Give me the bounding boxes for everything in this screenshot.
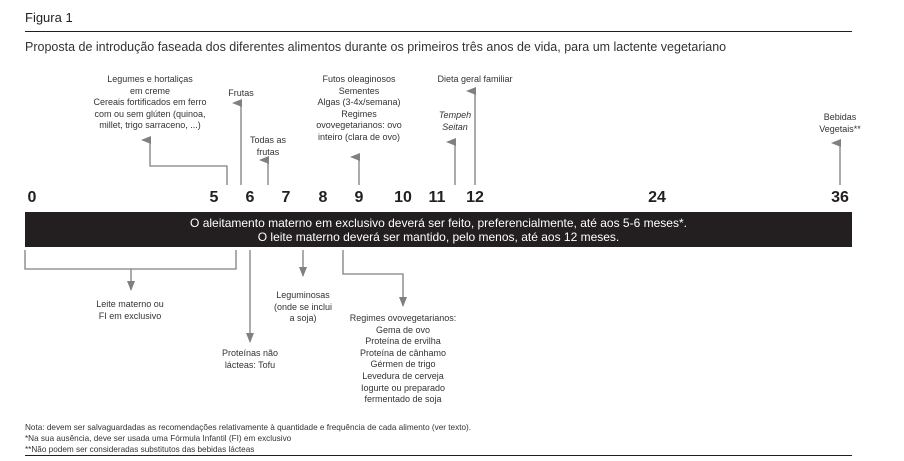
label-line: Gema de ovo (375, 324, 431, 335)
tick-36: 36 (831, 189, 849, 206)
label-line: Regimes (341, 108, 377, 119)
label-line: Proteína de ervilha (365, 336, 441, 347)
note-asterisk: *Na sua ausência, deve ser usada uma Fórmula Infantil (FI) em exclusivo (25, 434, 292, 443)
label-line: Algas (3-4x/semana) (317, 97, 401, 108)
label-line: Gérmen de trigo (370, 359, 436, 370)
label-line: lácteas: Tofu (224, 359, 276, 370)
label-line: Futos oleaginosos (322, 74, 396, 84)
label-line: Leguminosas (276, 290, 330, 300)
label-line: Proteína de cânhamo (359, 347, 447, 358)
footnotes (25, 422, 471, 455)
label-line: a soja) (289, 313, 317, 324)
label-below-m8 (263, 290, 343, 325)
label-line: ovovegetarianos: ovo (316, 120, 402, 131)
tick-12: 12 (466, 189, 484, 206)
arrow-m9-below (343, 250, 403, 306)
label-m11 (430, 110, 480, 133)
label-line: frutas (256, 146, 280, 157)
label-line: Sementes (338, 85, 380, 96)
bracket-m0-5 (25, 250, 236, 269)
label-m36 (810, 112, 870, 135)
label-line: Legumes e hortaliças (107, 74, 193, 84)
tick-8: 8 (318, 189, 328, 206)
label-line: Iogurte ou preparado (360, 382, 446, 393)
label-line: Vegetais** (819, 123, 861, 134)
bar-line-2: O leite materno deverá ser mantido, pelo menos, até aos 12 meses. (257, 230, 620, 244)
bar-line-1: O aleitamento materno em exclusivo deverá ser feito, preferencialmente, até aos 5-6 meses*. (190, 216, 687, 230)
label-line: em creme (129, 85, 170, 96)
note-double-asterisk: **Não podem ser consideradas substitutos das bebidas lácteas (25, 445, 255, 454)
label-line: Frutas (228, 88, 254, 98)
label-line: Dieta geral familiar (437, 74, 513, 84)
label-line: (onde se inclui (273, 301, 333, 312)
figure-subtitle: Proposta de introdução faseada dos diferentes alimentos durante os primeiros três anos de vida, para um lactente vegetariano (25, 40, 727, 54)
label-line: Levedura de cerveja (362, 370, 444, 381)
tick-7: 7 (281, 189, 291, 206)
label-line: millet, trigo sarraceno, ...) (99, 120, 201, 131)
note-main: Nota: devem ser salvaguardadas as recomendações relativamente à quantidade e frequência de cada alimento (ver texto). (25, 423, 472, 432)
label-line: com ou sem glúten (quinoa, (94, 108, 206, 119)
tick-9: 9 (354, 189, 364, 206)
label-line: Proteínas não (221, 348, 279, 358)
label-below-m0-5 (75, 299, 185, 322)
label-line: Cereais fortificados em ferro (93, 97, 207, 108)
label-m6 (221, 88, 261, 100)
tick-11: 11 (428, 189, 446, 206)
label-line: Regimes ovovegetarianos: (349, 313, 457, 323)
label-m5 (85, 74, 215, 132)
label-line: Seitan (442, 121, 468, 132)
label-line: Todas as (249, 135, 287, 145)
label-m7 (243, 135, 293, 158)
label-m9 (304, 74, 414, 144)
label-line: fermentado de soja (364, 394, 442, 405)
label-line: Tempeh (438, 110, 472, 120)
label-line: inteiro (clara de ovo) (317, 131, 401, 142)
tick-0: 0 (27, 189, 37, 206)
breastfeeding-bar (25, 212, 852, 247)
label-line: Bebidas (823, 112, 857, 122)
label-below-m9 (338, 313, 468, 406)
bottom-rule (25, 455, 852, 456)
label-m12 (425, 74, 525, 86)
figure-label: Figura 1 (25, 10, 73, 25)
label-line: Leite materno ou (96, 299, 164, 309)
label-below-m6 (205, 348, 295, 371)
tick-6: 6 (245, 189, 255, 206)
arrow-m5 (150, 140, 227, 185)
tick-24: 24 (648, 189, 666, 206)
tick-5: 5 (209, 189, 219, 206)
tick-10: 10 (394, 189, 412, 206)
label-line: FI em exclusivo (98, 310, 162, 321)
